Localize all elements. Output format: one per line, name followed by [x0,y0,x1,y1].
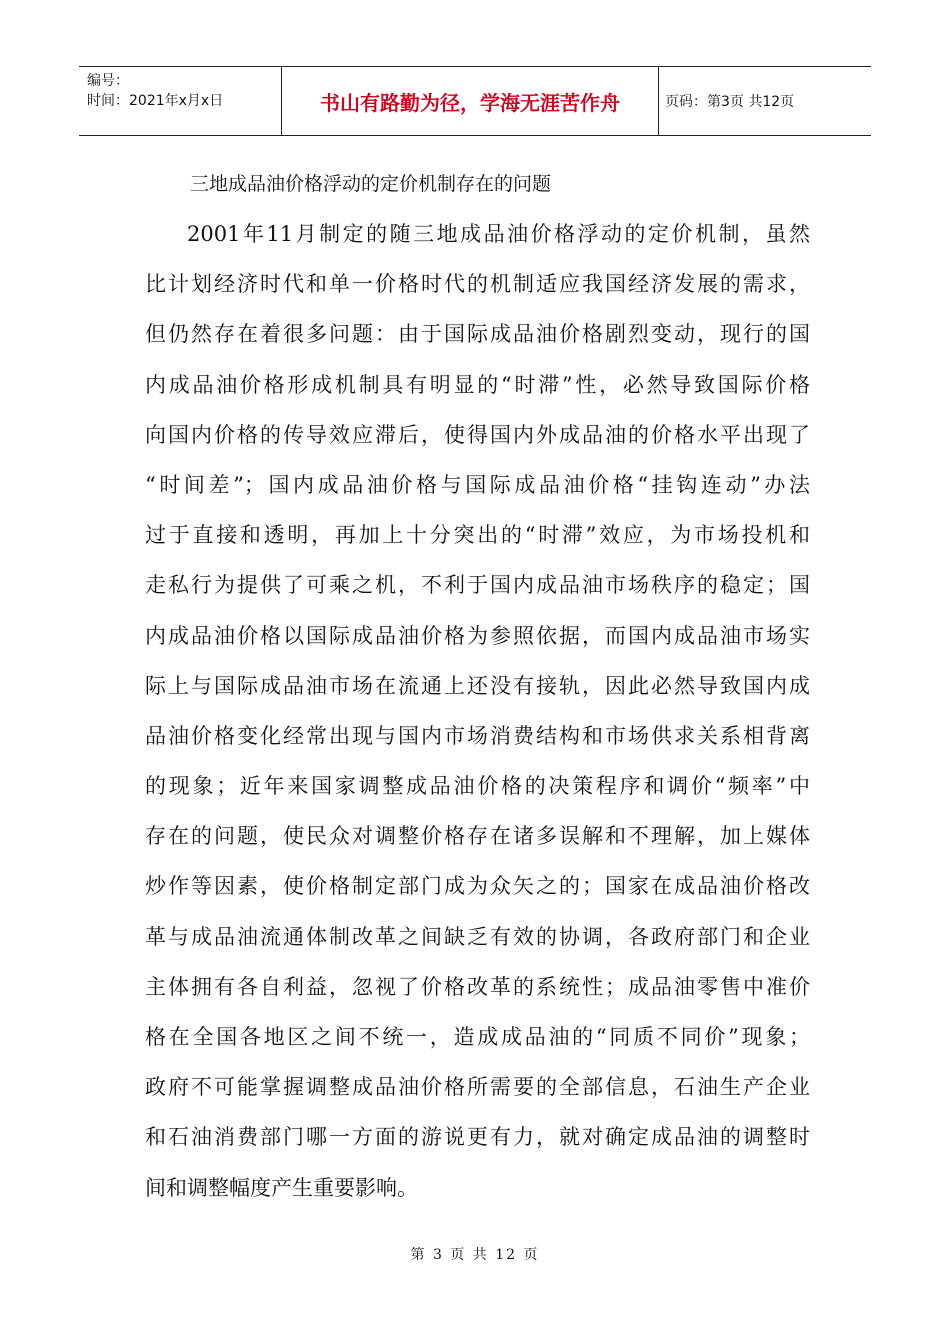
body-line: 过于直接和透明，再加上十分突出的“时滞”效应，为市场投机和 [145,523,810,548]
body-line: 和石油消费部门哪一方面的游说更有力，就对确定成品油的调整时 [145,1125,810,1150]
body-line: 间和调整幅度产生重要影响。 [145,1175,418,1200]
body-line: “时间差”；国内成品油价格与国际成品油价格“挂钩连动”办法 [145,472,810,497]
body-line: 炒作等因素，使价格制定部门成为众矢之的；国家在成品油价格改 [145,874,810,899]
document-number-label: 编号： [87,73,129,89]
body-line: 向国内价格的传导效应滞后，使得国内外成品油的价格水平出现了 [145,422,810,447]
body-line: 际上与国际成品油市场在流通上还没有接轨，因此必然导致国内成 [145,673,810,698]
body-line: 比计划经济时代和单一价格时代的机制适应我国经济发展的需求， [145,272,810,297]
header-motto: 书山有路勤为径，学海无涯苦作舟 [282,67,659,135]
header-page-info: 页码：第3页 共12页 [665,94,795,110]
document-time-label: 时间：2021年x月x日 [87,93,224,109]
body-line: 品油价格变化经常出现与国内市场消费结构和市场供求关系相背离 [145,723,810,748]
page-header [79,66,871,136]
body-line: 主体拥有各自利益，忽视了价格改革的系统性；成品油零售中准价 [145,974,810,999]
body-line: 的现象；近年来国家调整成品油价格的决策程序和调价“频率”中 [145,774,810,799]
body-line: 内成品油价格形成机制具有明显的“时滞”性，必然导致国际价格 [145,372,810,397]
body-paragraph [145,209,810,1213]
body-line: 政府不可能掌握调整成品油价格所需要的全部信息，石油生产企业 [145,1075,810,1100]
body-line: 2001年11月制定的随三地成品油价格浮动的定价机制，虽然 [187,222,810,246]
page-footer: 第 3 页 共 12 页 [410,1247,540,1263]
body-line: 走私行为提供了可乘之机，不利于国内成品油市场秩序的稳定；国 [145,573,810,598]
body-line: 内成品油价格以国际成品油价格为参照依据，而国内成品油市场实 [145,623,810,648]
section-title: 三地成品油价格浮动的定价机制存在的问题 [190,173,552,195]
body-line: 但仍然存在着很多问题：由于国际成品油价格剧烈变动，现行的国 [145,322,810,347]
header-meta [79,67,282,135]
body-line: 存在的问题，使民众对调整价格存在诸多误解和不理解，加上媒体 [145,824,810,849]
body-line: 格在全国各地区之间不统一，造成成品油的“同质不同价”现象； [145,1025,810,1049]
body-line: 革与成品油流通体制改革之间缺乏有效的协调，各政府部门和企业 [145,924,810,949]
